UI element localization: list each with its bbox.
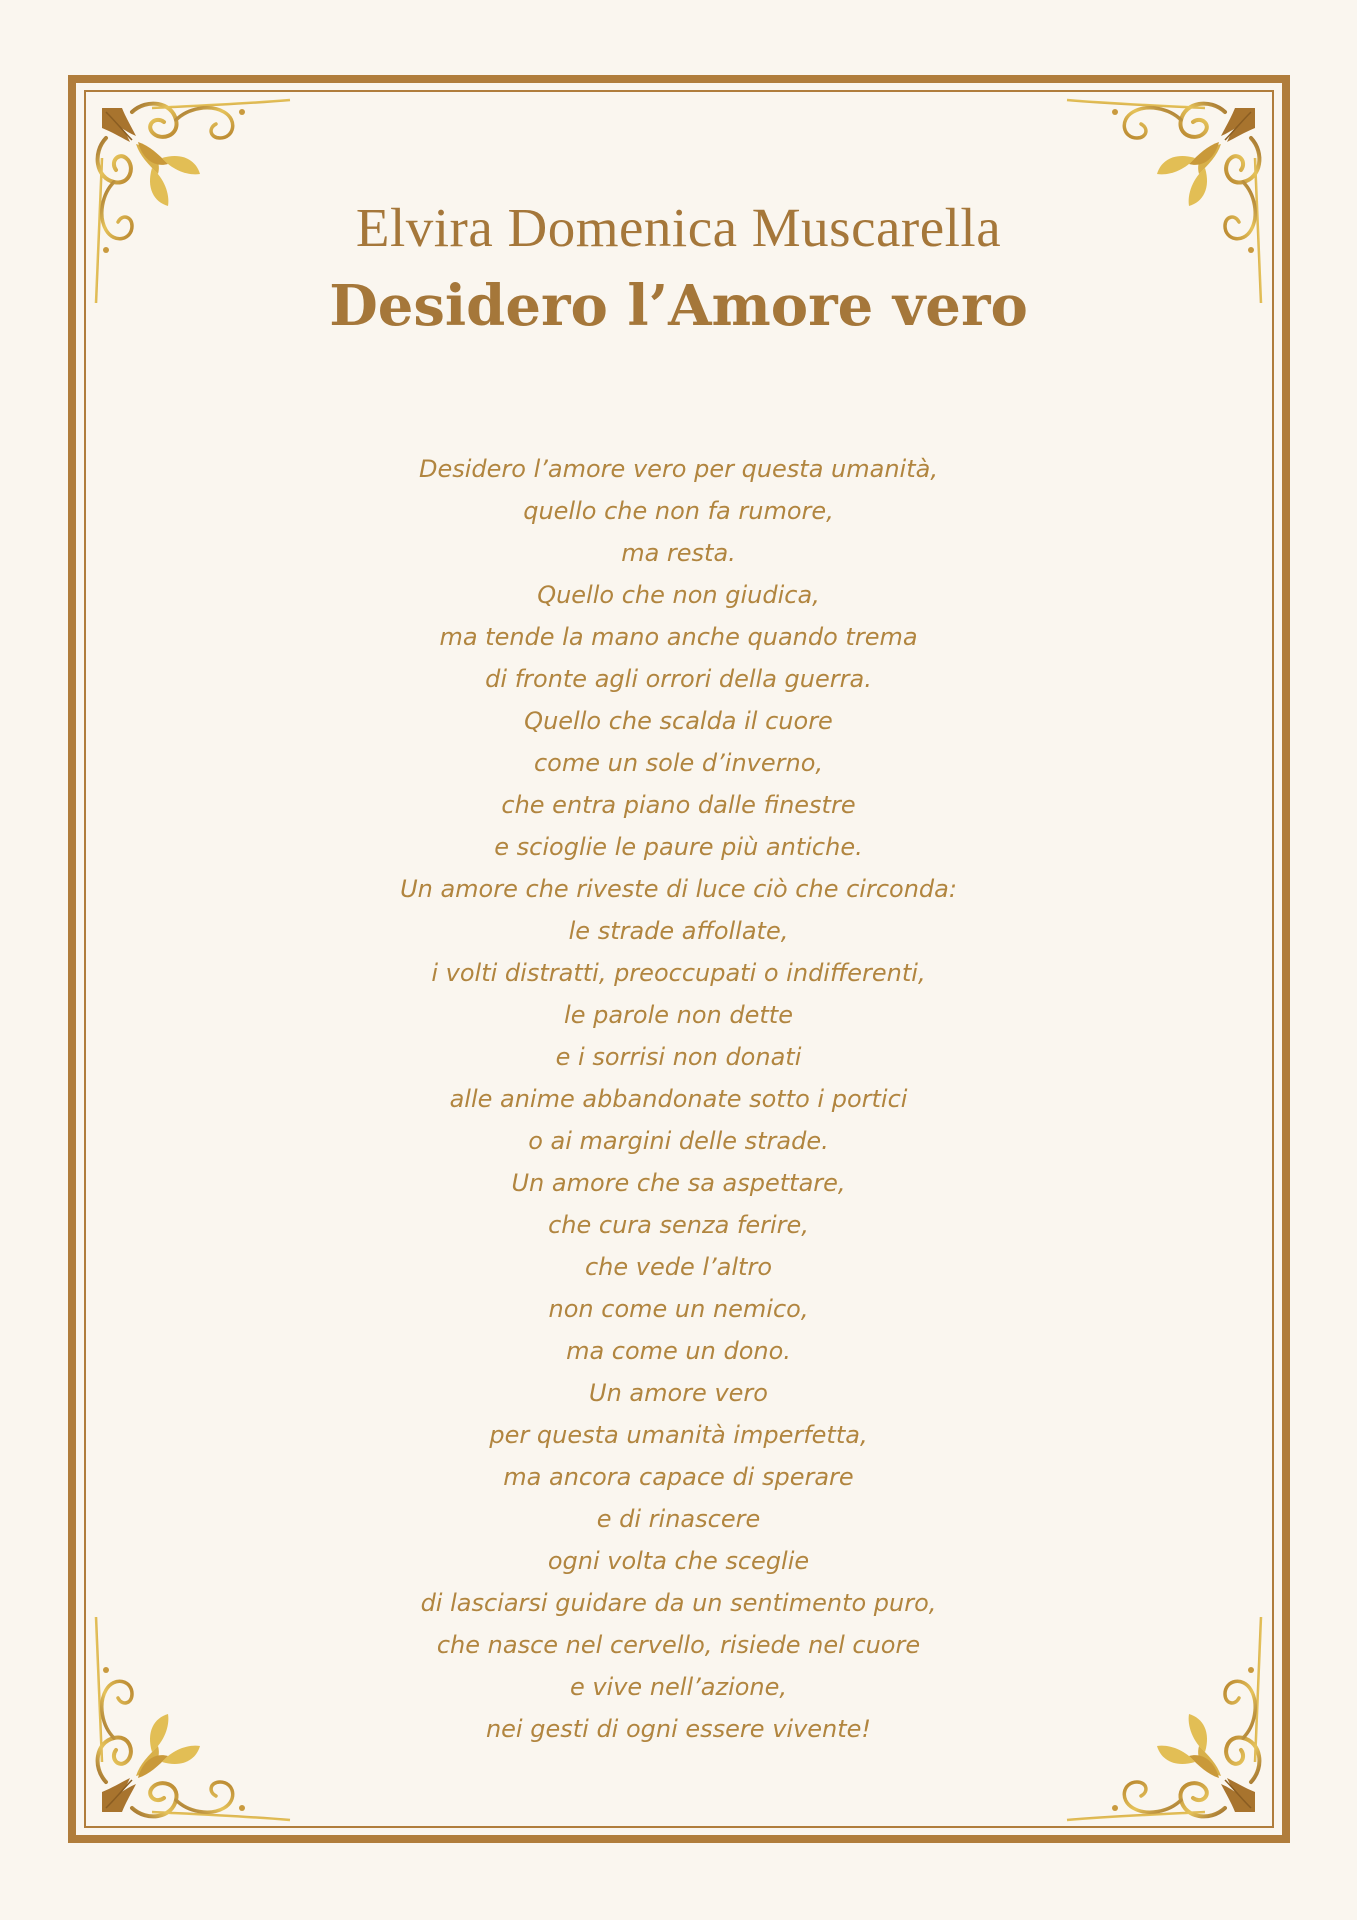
poem-line: che nasce nel cervello, risiede nel cuore bbox=[436, 1631, 921, 1659]
poem-title: Desidero l’Amore vero bbox=[329, 273, 1028, 339]
poem-line: di fronte agli orrori della guerra. bbox=[485, 665, 872, 693]
poem-line: alle anime abbandonate sotto i portici bbox=[449, 1085, 908, 1113]
poem-line: ma resta. bbox=[621, 539, 736, 567]
poem-line: ma come un dono. bbox=[566, 1337, 791, 1365]
poem-line: nei gesti di ogni essere vivente! bbox=[485, 1715, 872, 1743]
poem-line: ogni volta che sceglie bbox=[547, 1547, 810, 1575]
author-name: Elvira Domenica Muscarella bbox=[355, 197, 1002, 258]
poem-line: Quello che scalda il cuore bbox=[524, 707, 833, 735]
poem-line: e vive nell’azione, bbox=[569, 1673, 788, 1701]
poem-line: le strade affollate, bbox=[568, 917, 789, 945]
poem-line: e scioglie le paure più antiche. bbox=[494, 833, 863, 861]
poem-line: e i sorrisi non donati bbox=[555, 1043, 802, 1071]
poem-line: le parole non dette bbox=[564, 1001, 793, 1029]
poem-line: Un amore che sa aspettare, bbox=[511, 1169, 846, 1197]
poem-line: Quello che non giudica, bbox=[537, 581, 820, 609]
poem-line: ma tende la mano anche quando trema bbox=[439, 623, 918, 651]
poem-line: i volti distratti, preoccupati o indifferenti, bbox=[431, 959, 926, 987]
poem-line: Desidero l’amore vero per questa umanità, bbox=[419, 455, 938, 483]
poem-line: per questa umanità imperfetta, bbox=[489, 1421, 868, 1449]
poem-line: e di rinascere bbox=[596, 1505, 761, 1533]
poem-line: ma ancora capace di sperare bbox=[503, 1463, 854, 1491]
poem-line: di lasciarsi guidare da un sentimento puro, bbox=[420, 1589, 937, 1617]
poem-line: Un amore vero bbox=[589, 1379, 768, 1407]
poem-line: che entra piano dalle finestre bbox=[501, 791, 856, 819]
poem-line: Un amore che riveste di luce ciò che circonda: bbox=[400, 875, 957, 903]
poem-line: non come un nemico, bbox=[548, 1295, 809, 1323]
poem-line: come un sole d’inverno, bbox=[533, 749, 824, 777]
poem-line: o ai margini delle strade. bbox=[528, 1127, 829, 1155]
poem-line: quello che non fa rumore, bbox=[523, 497, 834, 525]
poem-line: che cura senza ferire, bbox=[548, 1211, 809, 1239]
poem-line: che vede l’altro bbox=[584, 1253, 773, 1281]
poem-body bbox=[0, 448, 1357, 1750]
